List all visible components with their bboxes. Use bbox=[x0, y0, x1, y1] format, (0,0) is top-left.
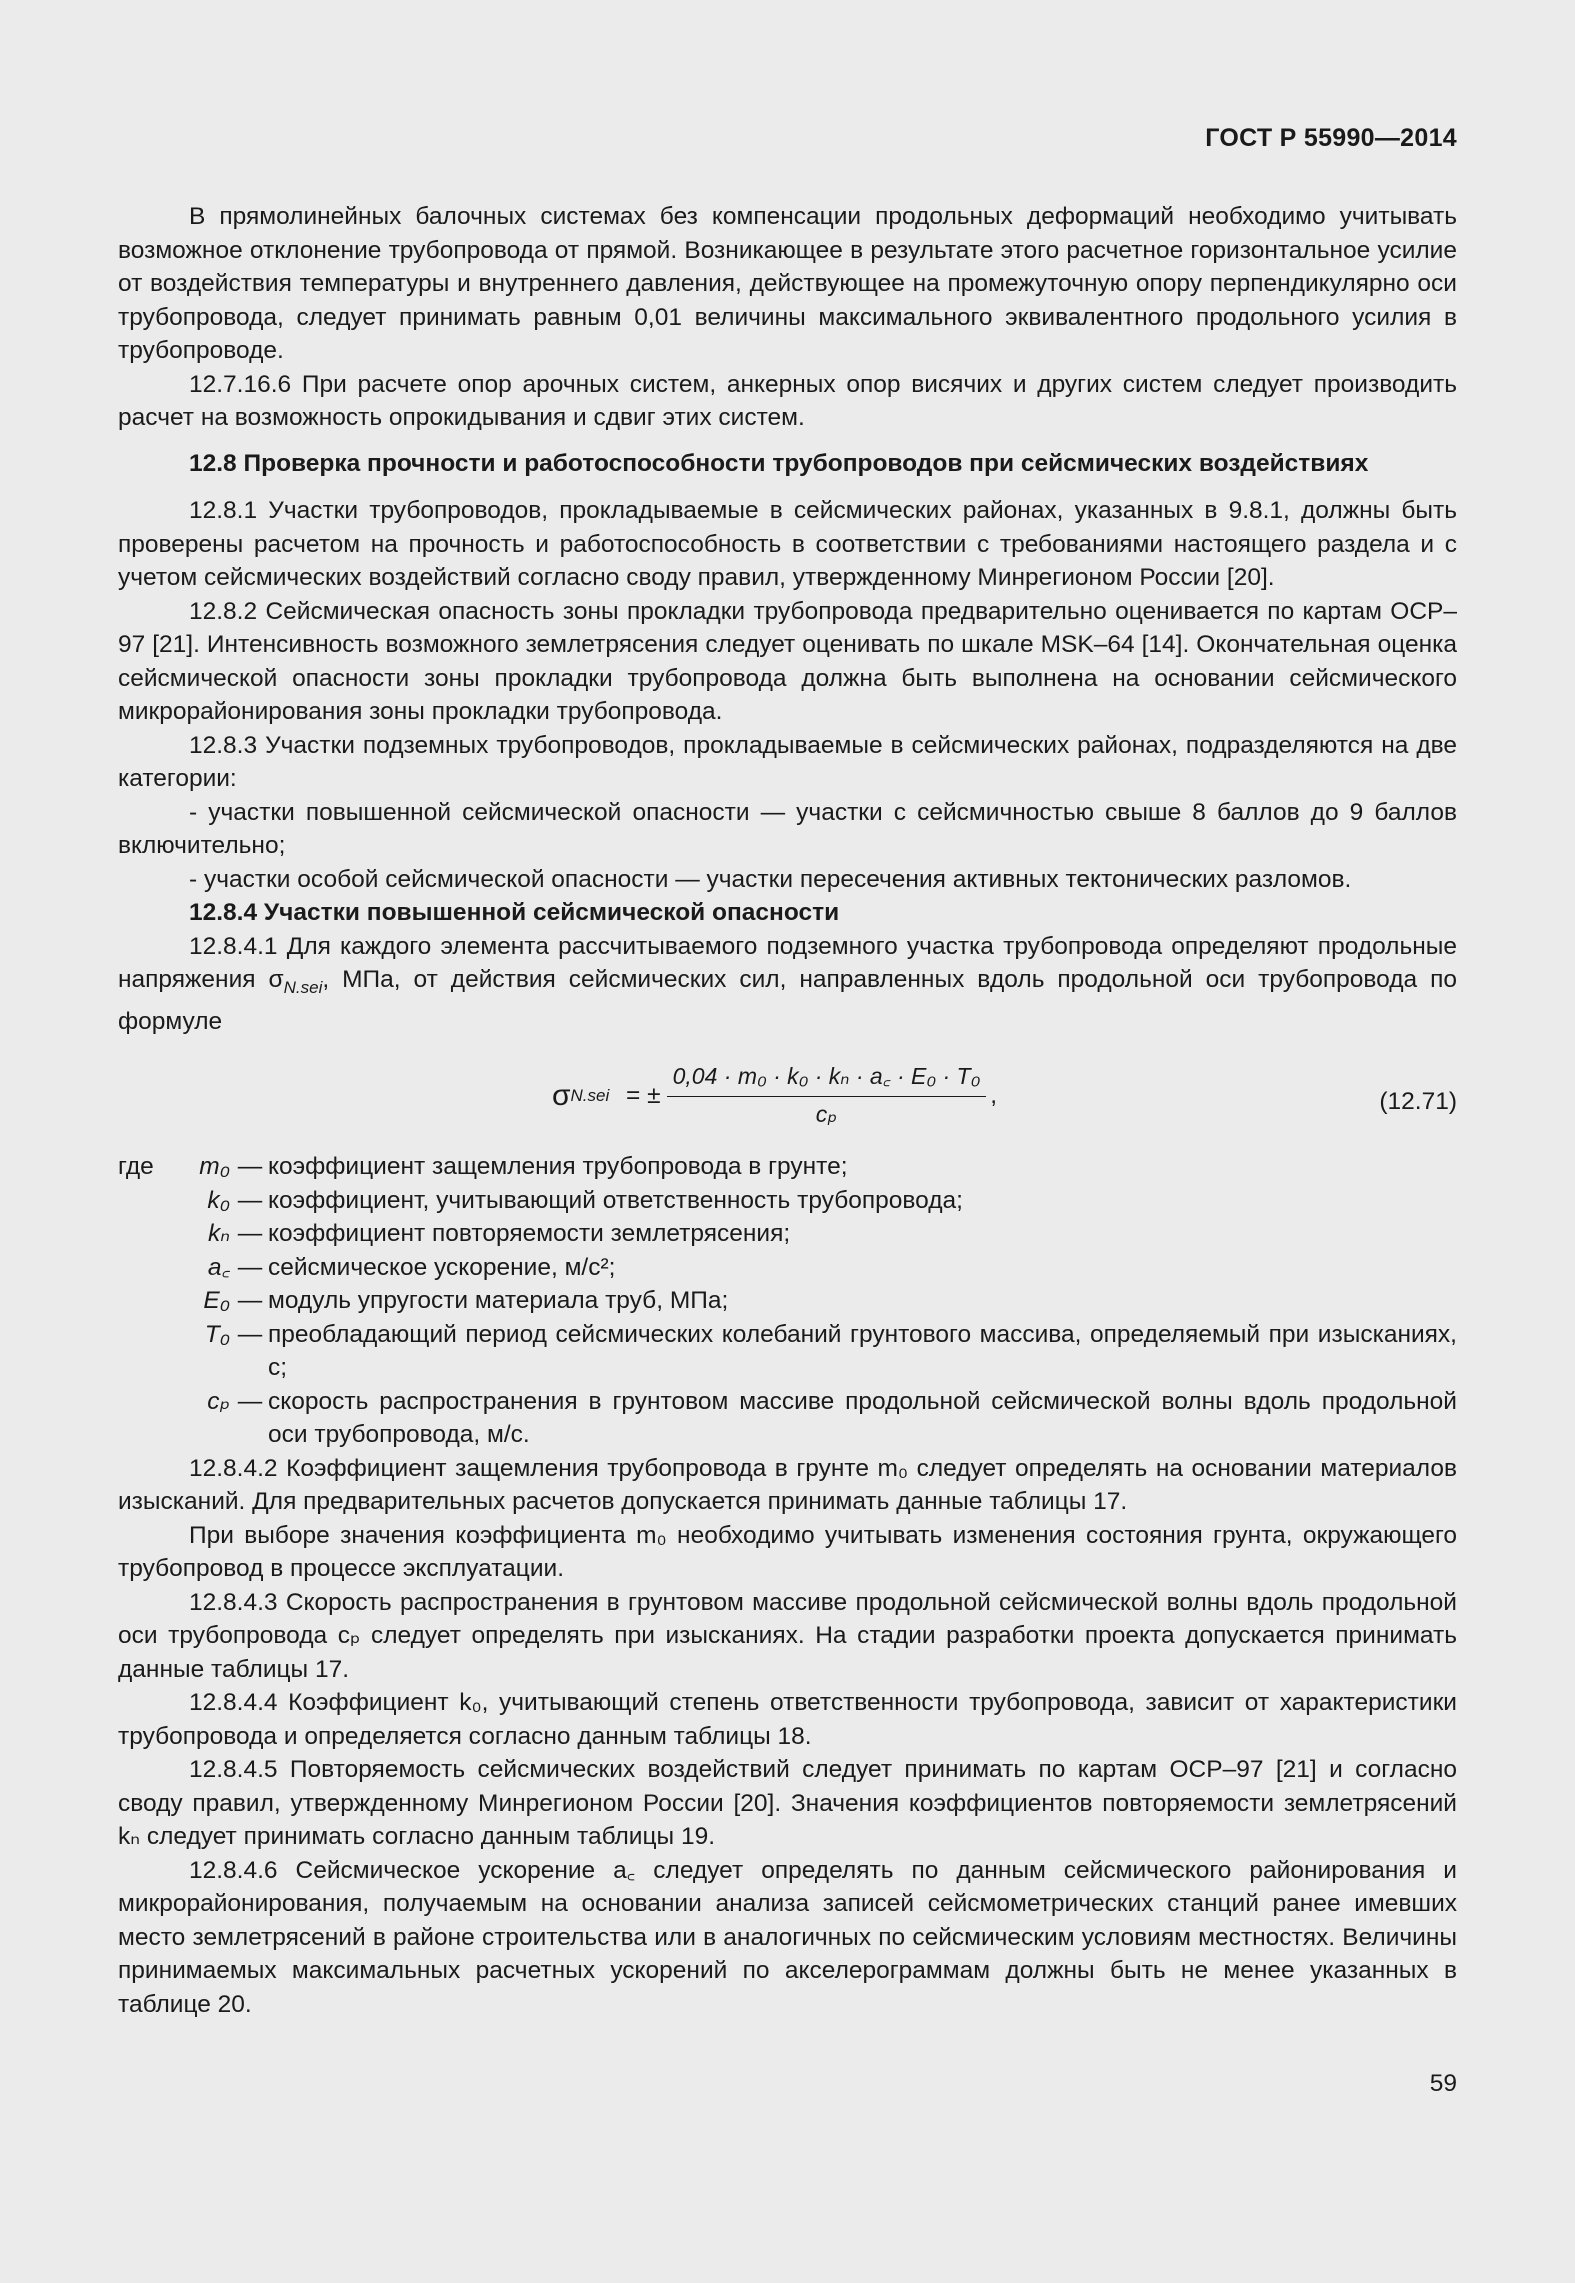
subscript: N.sei bbox=[283, 978, 323, 997]
paragraph: 12.8.1 Участки трубопроводов, прокладываемые в сейсмических районах, указанных в 9.8.1, должны быть проверены расчетом на прочность и работоспособность в соответствии с требованиями настоящего раздела и с учетом сейсмических воздействий согласно своду правил, утвержденному Минрегионом России [20]. bbox=[118, 497, 1457, 591]
definitions-list bbox=[118, 1150, 1457, 1452]
formula-number: (12.71) bbox=[1379, 1088, 1457, 1115]
list-item: - участки особой сейсмической опасности — участки пересечения активных тектонических разломов. bbox=[189, 865, 1352, 893]
page-body bbox=[118, 200, 1457, 2021]
paragraph: 12.8.4.6 Сейсмическое ускорение a꜀ следует определять по данным сейсмического районирования и микрорайонирования, получаемым на основании анализа записей сейсмометрических станций ранее имевших место землетрясений в районе строительства или в аналогичных по сейсмическим условиям местностях. Величины принимаемых максимальных расчетных ускорений по акселерограммам должны быть не менее указанных в таблице 20. bbox=[118, 1856, 1457, 2018]
paragraph: 12.8.4.2 Коэффициент защемления трубопровода в грунте m₀ следует определять на основании материалов изысканий. Для предварительных расчетов допускается принимать данные таблицы 17. bbox=[118, 1454, 1457, 1515]
paragraph bbox=[118, 930, 1457, 1039]
formula-block bbox=[118, 1058, 1457, 1138]
definition-row bbox=[118, 1150, 1457, 1184]
definition-dash: — bbox=[237, 1220, 263, 1247]
paragraph: В прямолинейных балочных системах без компенсации продольных деформаций необходимо учитывать возможное отклонение трубопровода от прямой. Возникающее в результате этого расчетное горизонтальное усилие от воздействия температуры и внутреннего давления, действующее на промежуточную опору перпендикулярно оси трубопровода, следует принимать равным 0,01 величины максимального эквивалентного продольного усилия в трубопроводе. bbox=[118, 203, 1457, 364]
definition-symbol: T₀ bbox=[204, 1320, 230, 1348]
paragraph: 12.8.3 Участки подземных трубопроводов, прокладываемые в сейсмических районах, подразделяются на две категории: bbox=[118, 731, 1457, 792]
definition-text: скорость распространения в грунтовом массиве продольной сейсмической волны вдоль продольной оси трубопровода, м/с. bbox=[268, 1387, 1457, 1448]
paragraph-text: , МПа, от действия сейсмических сил, направленных вдоль продольной оси трубопровода по формуле bbox=[118, 966, 1458, 1035]
paragraph-text: 12.8.4.1 Для каждого элемента рассчитываемого подземного участка трубопровода определяют продольные напряжения σ bbox=[118, 932, 1457, 993]
formula-lhs: σ bbox=[552, 1078, 571, 1112]
formula-fraction bbox=[667, 1060, 987, 1131]
definitions-lead: где bbox=[118, 1153, 154, 1180]
definition-text: коэффициент защемления трубопровода в грунте; bbox=[268, 1153, 848, 1180]
definition-symbol: E₀ bbox=[203, 1287, 230, 1314]
definition-row bbox=[118, 1184, 1457, 1218]
definition-row bbox=[118, 1385, 1457, 1452]
formula-tail: , bbox=[990, 1081, 998, 1109]
definition-dash: — bbox=[237, 1287, 263, 1314]
formula-lhs-subscript: N.sei bbox=[570, 1085, 610, 1105]
definition-row bbox=[118, 1217, 1457, 1251]
formula-denominator: cₚ bbox=[815, 1100, 838, 1127]
definition-row bbox=[118, 1284, 1457, 1318]
list-item: - участки повышенной сейсмической опасности — участки с сейсмичностью свыше 8 баллов до 9 баллов включительно; bbox=[118, 798, 1457, 859]
definition-text: коэффициент повторяемости землетрясения; bbox=[268, 1220, 791, 1247]
definition-text: модуль упругости материала труб, МПа; bbox=[268, 1287, 729, 1314]
definition-dash: — bbox=[237, 1387, 263, 1415]
definition-dash: — bbox=[237, 1153, 263, 1180]
definition-text: сейсмическое ускорение, м/с²; bbox=[268, 1253, 616, 1281]
definition-row bbox=[118, 1251, 1457, 1285]
page-number: 59 bbox=[1429, 2070, 1457, 2097]
definition-symbol: a꜀ bbox=[207, 1253, 230, 1281]
formula bbox=[552, 1060, 997, 1131]
paragraph: 12.7.16.6 При расчете опор арочных систем, анкерных опор висячих и других систем следует производить расчет на возможность опрокидывания и сдвиг этих систем. bbox=[118, 370, 1457, 431]
definition-symbol: k₀ bbox=[207, 1186, 230, 1214]
document-header: ГОСТ Р 55990—2014 bbox=[1205, 124, 1457, 152]
section-heading: 12.8 Проверка прочности и работоспособности трубопроводов при сейсмических воздействиях bbox=[189, 449, 1369, 477]
paragraph: 12.8.4.5 Повторяемость сейсмических воздействий следует принимать по картам ОСР–97 [21] и согласно своду правил, утвержденному Минрегионом России [20]. Значения коэффициентов повторяемости землетрясений kₙ следует принимать согласно данным таблицы 19. bbox=[118, 1756, 1457, 1850]
definition-dash: — bbox=[237, 1186, 263, 1214]
formula-numerator: 0,04 · m₀ · k₀ · kₙ · a꜀ · E₀ · T₀ bbox=[667, 1060, 987, 1097]
subsection-heading: 12.8.4 Участки повышенной сейсмической опасности bbox=[189, 899, 840, 926]
paragraph: 12.8.2 Сейсмическая опасность зоны прокладки трубопровода предварительно оценивается по картам ОСР–97 [21]. Интенсивность возможного землетрясения следует оценивать по шкале MSK–64 [14]. Окончательная оценка сейсмической опасности зоны прокладки трубопровода должна быть выполнена на основании сейсмического микрорайонирования зоны прокладки трубопровода. bbox=[118, 597, 1457, 725]
paragraph: 12.8.4.3 Скорость распространения в грунтовом массиве продольной сейсмической волны вдоль продольной оси трубопровода cₚ следует определять при изысканиях. На стадии разработки проекта допускается принимать данные таблицы 17. bbox=[118, 1588, 1457, 1683]
definition-symbol: cₚ bbox=[207, 1387, 230, 1415]
definition-text: преобладающий период сейсмических колебаний грунтового массива, определяемый при изысканиях, с; bbox=[268, 1320, 1457, 1381]
definition-text: коэффициент, учитывающий ответственность трубопровода; bbox=[268, 1186, 963, 1214]
definition-symbol: m₀ bbox=[199, 1153, 230, 1180]
paragraph: 12.8.4.4 Коэффициент k₀, учитывающий степень ответственности трубопровода, зависит от характеристики трубопровода и определяется согласно данным таблицы 18. bbox=[118, 1689, 1457, 1750]
formula-equals: = ± bbox=[619, 1081, 661, 1109]
paragraph: При выборе значения коэффициента m₀ необходимо учитывать изменения состояния грунта, окружающего трубопровод в процессе эксплуатации. bbox=[118, 1521, 1457, 1582]
definition-row bbox=[118, 1318, 1457, 1385]
definition-dash: — bbox=[237, 1320, 263, 1348]
definition-symbol: kₙ bbox=[207, 1220, 230, 1247]
definition-dash: — bbox=[237, 1253, 263, 1281]
